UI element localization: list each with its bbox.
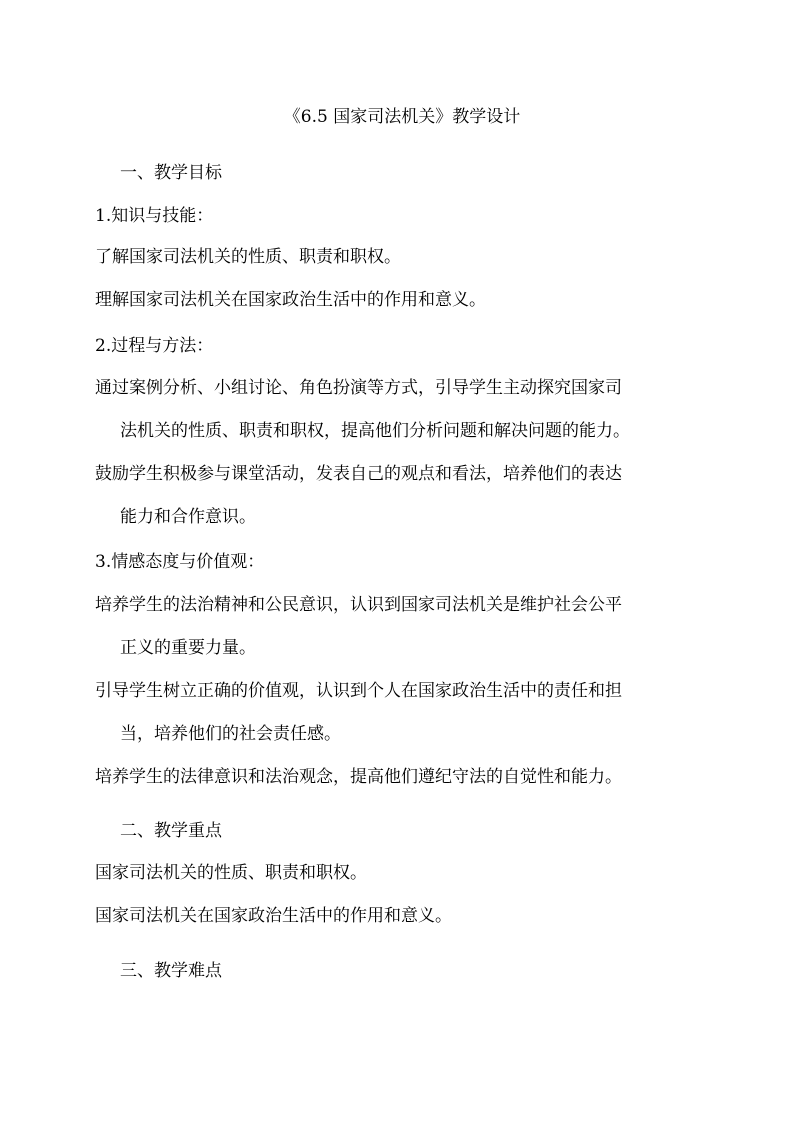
paragraph-line: 了解国家司法机关的性质、职责和职权。 [95, 247, 401, 267]
paragraph-line: 培养学生的法律意识和法治观念，提高他们遵纪守法的自觉性和能力。 [95, 767, 622, 787]
subsection-label-process: 2.过程与方法： [95, 336, 214, 356]
paragraph-line-continued: 能力和合作意识。 [120, 507, 256, 527]
section-heading-difficulties: 三、教学难点 [120, 961, 222, 981]
paragraph-line: 引导学生树立正确的价值观，认识到个人在国家政治生活中的责任和担 [95, 681, 622, 701]
paragraph-line: 培养学生的法治精神和公民意识，认识到国家司法机关是维护社会公平 [95, 595, 622, 615]
paragraph-line: 鼓励学生积极参与课堂活动，发表自己的观点和看法，培养他们的表达 [95, 464, 622, 484]
paragraph-line: 国家司法机关的性质、职责和职权。 [95, 863, 367, 883]
section-heading-objectives: 一、教学目标 [120, 163, 222, 183]
paragraph-line-continued: 正义的重要力量。 [120, 638, 256, 658]
section-heading-key-points: 二、教学重点 [120, 821, 222, 841]
paragraph-line: 国家司法机关在国家政治生活中的作用和意义。 [95, 906, 452, 926]
document-title: 《6.5 国家司法机关》教学设计 [283, 107, 521, 127]
paragraph-line-continued: 当，培养他们的社会责任感。 [120, 724, 341, 744]
paragraph-line: 通过案例分析、小组讨论、角色扮演等方式，引导学生主动探究国家司 [95, 378, 622, 398]
paragraph-line-continued: 法机关的性质、职责和职权，提高他们分析问题和解决问题的能力。 [120, 421, 630, 441]
paragraph-line: 理解国家司法机关在国家政治生活中的作用和意义。 [95, 290, 486, 310]
subsection-label-attitude: 3.情感态度与价值观： [95, 552, 265, 572]
subsection-label-knowledge: 1.知识与技能： [95, 206, 214, 226]
